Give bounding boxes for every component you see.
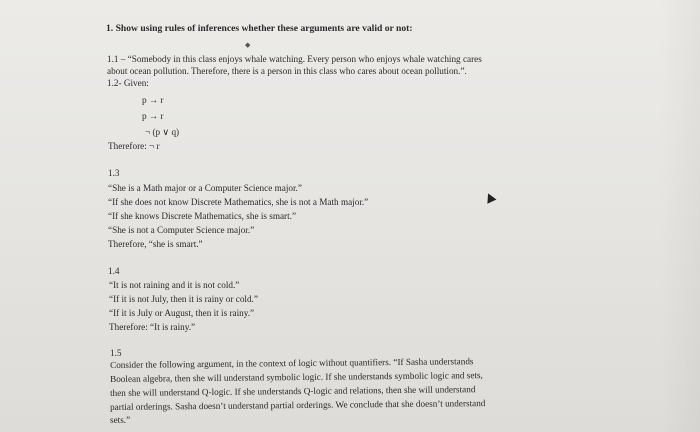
page-edge-shadow <box>660 0 700 432</box>
q13-line-1: “She is a Math major or a Computer Science major.” <box>108 183 302 193</box>
q15-number: 1.5 <box>110 348 122 358</box>
q15-line-4: partial orderings. Sasha doesn’t understand partial orderings. We conclude that she doesn’t understand <box>110 398 486 412</box>
q15-line-1: Consider the following argument, in the context of logic without quantifiers. “If Sasha understands <box>110 356 474 370</box>
q14-line-4: Therefore: “It is rainy.” <box>109 322 196 332</box>
q13-line-3: “If she knows Discrete Mathematics, she is smart.” <box>108 211 297 221</box>
q15-line-2: Boolean algebra, then she will understand symbolic logic. If she understands symbolic logic and sets, <box>110 370 483 384</box>
q15-line-3: then she will understand Q-logic. If she understands Q-logic and relations, then she will understand <box>110 384 476 398</box>
premise-1: p → r <box>142 95 164 105</box>
q13-line-2: “If she does not know Discrete Mathematics, she is not a Math major.” <box>108 197 369 207</box>
premise-2: p → r <box>142 111 164 121</box>
q13-line-4: “She is not a Computer Science major.” <box>108 225 255 235</box>
q14-line-2: “If it is not July, then it is rainy or cold.” <box>109 294 258 304</box>
mouse-cursor-icon: ◆ <box>245 41 251 49</box>
question-heading: 1. Show using rules of inferences whether these arguments are valid or not: <box>106 23 413 34</box>
given-label: 1.2- Given: <box>107 78 149 88</box>
q15-line-5: sets.” <box>110 415 131 425</box>
q11-line-1: 1.1 – “Somebody in this class enjoys whale watching. Every person who enjoys whale watching cares <box>107 54 482 64</box>
q14-line-1: “It is not raining and it is not cold.” <box>109 280 240 290</box>
q14-number: 1.4 <box>108 266 120 276</box>
pointer-cursor-icon <box>484 191 497 203</box>
q13-line-5: Therefore, “she is smart.” <box>108 239 203 249</box>
q14-line-3: “If it is July or August, then it is rainy.” <box>109 308 255 318</box>
q13-number: 1.3 <box>108 168 120 178</box>
conclusion: Therefore: ¬ r <box>108 141 160 151</box>
premise-3: ¬ (p ∨ q) <box>145 127 180 137</box>
q11-line-2: about ocean pollution. Therefore, there is a person in this class who cares about ocean pollution.”. <box>107 66 467 76</box>
